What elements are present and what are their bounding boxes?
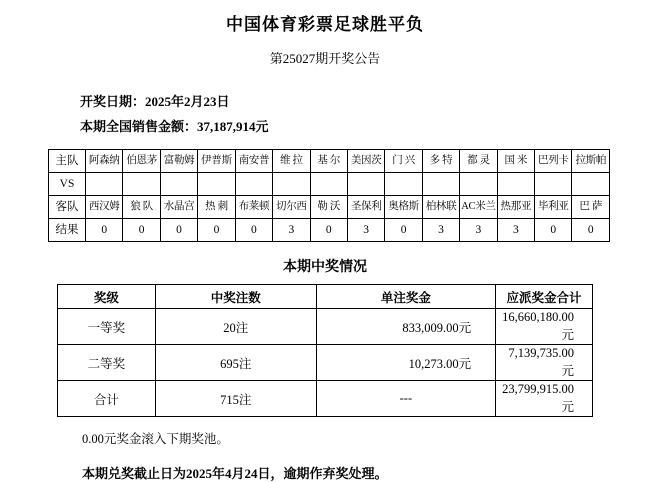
away-team-cell: 布莱顿 bbox=[235, 196, 272, 219]
row-label-away: 客队 bbox=[49, 196, 86, 219]
table-row bbox=[58, 381, 593, 417]
table-row-home bbox=[49, 150, 610, 173]
away-team-cell: AC米兰 bbox=[460, 196, 497, 219]
result-cell: 0 bbox=[123, 219, 160, 242]
vs-cell bbox=[235, 173, 272, 196]
row-label-result: 结果 bbox=[49, 219, 86, 242]
vs-cell bbox=[497, 173, 534, 196]
home-team-cell: 伯恩茅 bbox=[123, 150, 160, 173]
match-table-wrap bbox=[0, 149, 650, 242]
match-results-table bbox=[48, 149, 610, 242]
result-cell: 3 bbox=[460, 219, 497, 242]
prize-single-cell: 10,273.00元 bbox=[316, 345, 495, 381]
home-team-cell: 维 拉 bbox=[273, 150, 310, 173]
vs-cell bbox=[385, 173, 422, 196]
home-team-cell: 富勒姆 bbox=[160, 150, 197, 173]
table-row-vs bbox=[49, 173, 610, 196]
prize-grade-cell: 二等奖 bbox=[58, 345, 156, 381]
away-team-cell: 勒 沃 bbox=[310, 196, 347, 219]
vs-cell bbox=[310, 173, 347, 196]
result-cell: 0 bbox=[310, 219, 347, 242]
away-team-cell: 毕利亚 bbox=[535, 196, 572, 219]
sales-amount-label: 本期全国销售金额：37,187,914元 bbox=[80, 119, 269, 134]
home-team-cell: 都 灵 bbox=[460, 150, 497, 173]
away-team-cell: 水晶宫 bbox=[160, 196, 197, 219]
table-row-away bbox=[49, 196, 610, 219]
prize-grade-cell: 合计 bbox=[58, 381, 156, 417]
prize-table bbox=[57, 284, 593, 417]
draw-info-block bbox=[0, 89, 650, 139]
away-team-cell: 圣保利 bbox=[347, 196, 384, 219]
result-cell: 0 bbox=[535, 219, 572, 242]
column-header-total: 应派奖金合计 bbox=[496, 285, 593, 309]
result-cell: 0 bbox=[385, 219, 422, 242]
vs-cell bbox=[86, 173, 123, 196]
table-header-row bbox=[58, 285, 593, 309]
result-cell: 3 bbox=[497, 219, 534, 242]
vs-cell bbox=[460, 173, 497, 196]
result-cell: 0 bbox=[160, 219, 197, 242]
draw-date-label: 开奖日期：2025年2月23日 bbox=[80, 94, 230, 109]
home-team-cell: 拉斯帕 bbox=[572, 150, 610, 173]
away-team-cell: 柏林联 bbox=[422, 196, 459, 219]
prize-count-cell: 715注 bbox=[155, 381, 316, 417]
result-cell: 3 bbox=[422, 219, 459, 242]
prize-single-cell: 833,009.00元 bbox=[316, 309, 495, 345]
page-title: 中国体育彩票足球胜平负 bbox=[226, 15, 424, 34]
lottery-announcement-page bbox=[0, 10, 650, 481]
prize-table-wrap bbox=[0, 284, 650, 417]
vs-cell bbox=[422, 173, 459, 196]
result-cell: 3 bbox=[273, 219, 310, 242]
page-subtitle: 第25027期开奖公告 bbox=[269, 51, 381, 66]
away-team-cell: 切尔西 bbox=[273, 196, 310, 219]
prize-grade-cell: 一等奖 bbox=[58, 309, 156, 345]
row-label-vs: VS bbox=[49, 173, 86, 196]
vs-cell bbox=[535, 173, 572, 196]
row-label-home: 主队 bbox=[49, 150, 86, 173]
home-team-cell: 巴列卡 bbox=[535, 150, 572, 173]
home-team-cell: 美因茨 bbox=[347, 150, 384, 173]
table-row-result bbox=[49, 219, 610, 242]
vs-cell bbox=[160, 173, 197, 196]
vs-cell bbox=[347, 173, 384, 196]
vs-cell bbox=[572, 173, 610, 196]
home-team-cell: 门 兴 bbox=[385, 150, 422, 173]
prize-count-cell: 20注 bbox=[155, 309, 316, 345]
prize-section-title: 本期中奖情况 bbox=[283, 260, 367, 275]
column-header-count: 中奖注数 bbox=[155, 285, 316, 309]
prize-single-cell: --- bbox=[316, 381, 495, 417]
deadline-note: 本期兑奖截止日为2025年4月24日，逾期作弃奖处理。 bbox=[82, 466, 388, 481]
prize-total-cell: 23,799,915.00元 bbox=[496, 381, 593, 417]
table-row bbox=[58, 309, 593, 345]
away-team-cell: 西汉姆 bbox=[86, 196, 123, 219]
home-team-cell: 南安普 bbox=[235, 150, 272, 173]
vs-cell bbox=[198, 173, 235, 196]
result-cell: 3 bbox=[347, 219, 384, 242]
home-team-cell: 伊普斯 bbox=[198, 150, 235, 173]
vs-cell bbox=[273, 173, 310, 196]
table-row bbox=[58, 345, 593, 381]
column-header-single: 单注奖金 bbox=[316, 285, 495, 309]
away-team-cell: 狼 队 bbox=[123, 196, 160, 219]
away-team-cell: 热那亚 bbox=[497, 196, 534, 219]
away-team-cell: 热 刺 bbox=[198, 196, 235, 219]
home-team-cell: 基 尔 bbox=[310, 150, 347, 173]
rollover-note: 0.00元奖金滚入下期奖池。 bbox=[82, 432, 229, 446]
prize-total-cell: 16,660,180.00元 bbox=[496, 309, 593, 345]
prize-total-cell: 7,139,735.00元 bbox=[496, 345, 593, 381]
result-cell: 0 bbox=[198, 219, 235, 242]
column-header-grade: 奖级 bbox=[58, 285, 156, 309]
vs-cell bbox=[123, 173, 160, 196]
result-cell: 0 bbox=[235, 219, 272, 242]
away-team-cell: 奥格斯 bbox=[385, 196, 422, 219]
home-team-cell: 阿森纳 bbox=[86, 150, 123, 173]
home-team-cell: 多 特 bbox=[422, 150, 459, 173]
home-team-cell: 国 米 bbox=[497, 150, 534, 173]
prize-count-cell: 695注 bbox=[155, 345, 316, 381]
result-cell: 0 bbox=[86, 219, 123, 242]
away-team-cell: 巴 萨 bbox=[572, 196, 610, 219]
result-cell: 0 bbox=[572, 219, 610, 242]
